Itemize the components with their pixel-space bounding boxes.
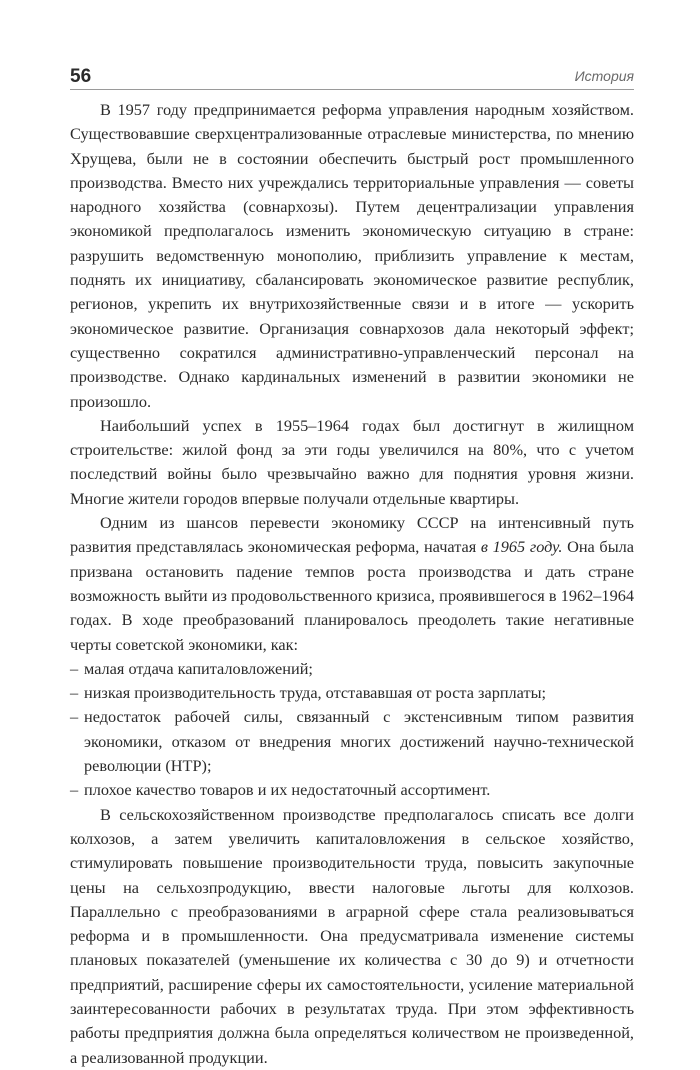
- list-item: – низкая производительность труда, отстававшая от роста зарплаты;: [70, 681, 634, 705]
- paragraph-sovnarkhoz-reform: В 1957 году предпринимается реформа управления народным хозяйством. Существовавшие сверхцентрализованные отраслевые министерства, по мнению Хрущева, были не в состоянии обеспечить быстрый рост промышленного производства. Вместо них учреждались территориальные управления — советы народного хозяйства (совнархозы). Путем децентрализации управления экономикой предполагалось изменить экономическую ситуацию в стране: разрушить ведомственную монополию, приблизить управление к местам, поднять их инициативу, сбалансировать экономическое развитие республик, регионов, укрепить их внутрихозяйственные связи и в итоге — ускорить экономическое развитие. Организация совнархозов дала некоторый эффект; существенно сократился административно-управленческий персонал на производстве. Однако кардинальных изменений в развитии экономики не произошло.: [70, 100, 634, 411]
- header-rule: [70, 89, 634, 90]
- paragraph-1965-reform: [70, 511, 634, 657]
- list-item: – недостаток рабочей силы, связанный с экстенсивным типом развития экономики, отказом от внедрения многих достижений научно-технической революции (НТР);: [70, 705, 634, 778]
- paragraph-1965-reform-start: Одним из шансов перевести экономику СССР на интенсивный путь развития представлялась экономическая реформа, начатая: [70, 513, 634, 557]
- paragraph-agriculture-industry: В сельскохозяйственном производстве предполагалось списать все долги колхозов, а затем увеличить капиталовложения в сельское хозяйство, стимулировать повышение производительности труда, повысить закупочные цены на сельхозпродукцию, ввести налоговые льготы для колхозов. Параллельно с преобразованиями в аграрной сфере стала реализовываться реформа и в промышленности. Она предусматривала изменение системы плановых показателей (уменьшение их количества с 30 до 9) и отчетности предприятий, расширение сферы их самостоятельности, усиление материальной заинтересованности рабочих в результатах труда. При этом эффективность работы предприятия должна была определяться количеством не произведенной, а реализованной продукции.: [70, 804, 634, 1067]
- page-header: [70, 62, 634, 92]
- negative-traits-list: [70, 657, 634, 803]
- list-item: – малая отдача капиталовложений;: [70, 657, 634, 681]
- reform-year-emphasis: в 1965 году.: [480, 537, 563, 557]
- page-number: 56: [70, 66, 92, 87]
- list-item: – плохое качество товаров и их недостаточный ассортимент.: [70, 778, 634, 802]
- paragraph-1965-reform-end: Она была призвана остановить падение темпов роста производства и дать стране возможность выйти из продовольственного кризиса, проявившегося в 1962–1964 годах. В ходе преобразований планировалось преодолеть такие негативные черты советской экономики, как:: [70, 537, 634, 654]
- running-head: История: [574, 68, 634, 84]
- page-body: [70, 98, 634, 1070]
- paragraph-housing: Наибольший успех в 1955–1964 годах был достигнут в жилищном строительстве: жилой фонд за эти годы увеличился на 80%, что с учетом последствий войны было чрезвычайно важно для поднятия уровня жизни. Многие жители городов впервые получали отдельные квартиры.: [70, 415, 634, 508]
